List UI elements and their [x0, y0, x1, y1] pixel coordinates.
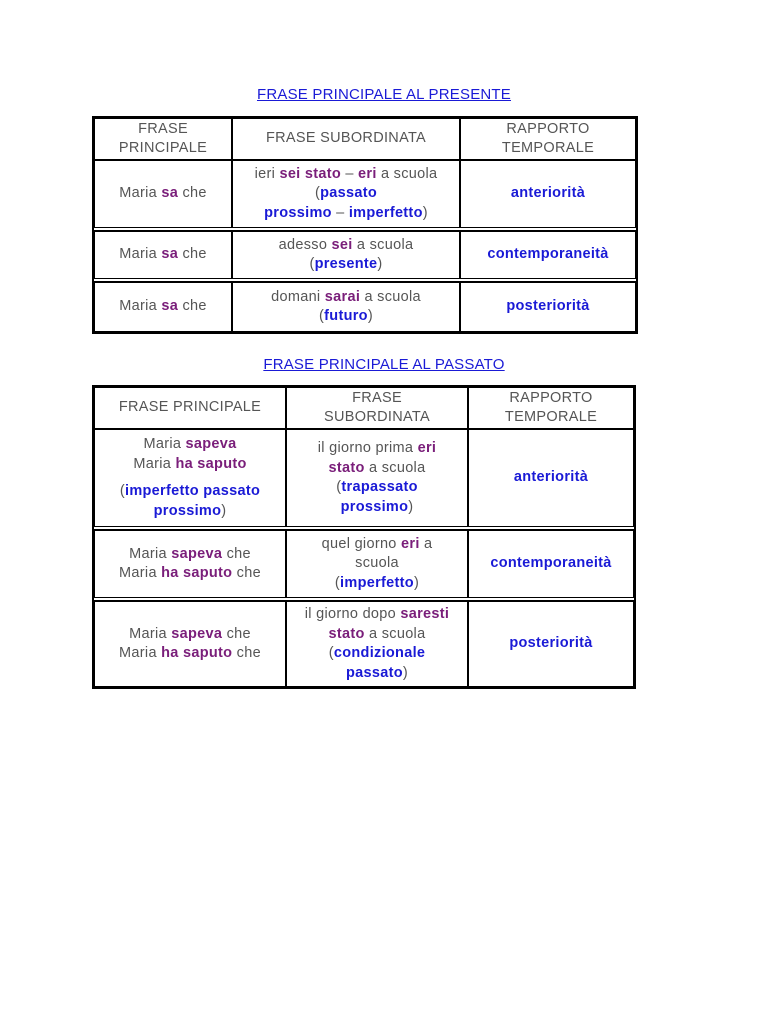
main-clause-cell	[94, 231, 232, 279]
tense-name: futuro	[324, 308, 368, 324]
plain-text: –	[331, 204, 349, 221]
subordinate-clause-cell	[286, 429, 468, 527]
plain-text: il giorno prima	[317, 440, 418, 456]
subordinate-line	[291, 625, 463, 645]
plain-text: )	[413, 574, 420, 591]
relation-text: anteriorità	[510, 185, 586, 202]
temporal-relation-cell	[460, 282, 636, 332]
plain-text: a scuola	[360, 288, 421, 305]
plain-text: –	[340, 165, 359, 182]
verb-text: sei	[331, 236, 353, 253]
plain-text: Maria	[129, 545, 172, 562]
header-text: SUBORDINATA	[324, 409, 430, 425]
plain-text: ieri	[254, 165, 280, 182]
tense-name: prossimo	[340, 498, 409, 515]
verb-text: saresti	[400, 606, 450, 622]
verb-text: sapeva	[171, 625, 223, 642]
verb-text: sa	[161, 298, 179, 315]
subordinate-line	[291, 478, 463, 498]
header-text: FRASE	[138, 120, 188, 137]
main-clause-cell	[94, 601, 286, 687]
verb-text: sa	[161, 246, 179, 263]
subordinate-line	[237, 165, 455, 185]
header-text: FRASE SUBORDINATA	[265, 130, 427, 147]
subordinate-line	[291, 459, 463, 479]
plain-text: che	[222, 545, 251, 562]
header-text: FRASE PRINCIPALE	[118, 399, 262, 416]
tense-name: imperfetto	[340, 574, 414, 591]
verb-text: sa	[161, 185, 179, 202]
tense-name: imperfetto passato	[125, 483, 261, 499]
main-clause-line	[99, 435, 281, 455]
plain-text: (	[314, 185, 321, 202]
table2-title: FRASE PRINCIPALE AL PASSATO	[263, 356, 505, 373]
subordinate-line	[291, 605, 463, 625]
plain-text: il giorno dopo	[304, 606, 401, 622]
plain-text: scuola	[355, 555, 399, 572]
header-row	[94, 118, 636, 160]
main-clause-cell	[94, 282, 232, 332]
plain-text: quel giorno	[321, 535, 402, 552]
table-present	[92, 116, 638, 334]
plain-text: Maria	[119, 246, 162, 263]
verb-text: sapeva	[171, 545, 223, 562]
tense-name: passato	[345, 664, 403, 681]
subordinate-clause-cell	[232, 160, 460, 228]
main-clause-line	[99, 502, 281, 522]
plain-text: a scuola	[352, 236, 414, 253]
subordinate-line	[291, 554, 463, 574]
main-clause-line	[99, 564, 281, 584]
plain-text: )	[377, 256, 383, 272]
verb-text: stato	[328, 625, 365, 642]
plain-text: (	[119, 483, 125, 499]
plain-text: Maria	[143, 436, 186, 452]
subordinate-line	[291, 535, 463, 555]
subordinate-clause-cell	[232, 231, 460, 279]
column-header	[232, 118, 460, 160]
header-text: RAPPORTO	[506, 120, 590, 137]
verb-text: sei stato	[279, 165, 341, 182]
header-text: TEMPORALE	[504, 409, 598, 425]
subordinate-line	[291, 439, 463, 459]
relation-text: anteriorità	[513, 469, 589, 486]
plain-text: Maria	[119, 298, 162, 315]
plain-text: (	[328, 645, 334, 661]
plain-text: (	[334, 574, 341, 591]
main-clause-cell	[94, 429, 286, 527]
plain-text: che	[178, 298, 207, 315]
plain-text: )	[402, 664, 409, 681]
table1-title: FRASE PRINCIPALE AL PRESENTE	[256, 86, 511, 103]
plain-text: che	[178, 246, 207, 263]
table-row	[94, 601, 634, 687]
temporal-relation-cell	[460, 231, 636, 279]
subordinate-line	[237, 255, 455, 275]
table-row	[94, 530, 634, 598]
verb-text: ha saputo	[161, 565, 233, 581]
verb-text: sarai	[324, 288, 361, 305]
main-clause-cell	[94, 530, 286, 598]
column-header	[94, 118, 232, 160]
column-header	[460, 118, 636, 160]
plain-text: Maria	[119, 645, 162, 661]
plain-text: a scuola	[376, 165, 438, 182]
verb-text: ha saputo	[175, 455, 247, 472]
plain-text: a scuola	[364, 625, 426, 642]
plain-text: che	[232, 565, 261, 581]
header-row	[94, 387, 634, 429]
relation-text: contemporaneità	[490, 555, 612, 572]
plain-text: (	[309, 256, 315, 272]
tense-name: presente	[314, 256, 378, 272]
subordinate-line	[237, 288, 455, 308]
relation-text: posteriorità	[506, 298, 590, 315]
tense-name: passato	[320, 185, 378, 202]
temporal-relation-cell	[468, 601, 634, 687]
column-header	[286, 387, 468, 429]
plain-text: Maria	[119, 565, 162, 581]
plain-text: (	[319, 308, 325, 324]
tense-name: imperfetto	[348, 204, 423, 221]
header-text: TEMPORALE	[501, 140, 595, 156]
main-clause-line	[99, 545, 281, 565]
subordinate-line	[291, 644, 463, 664]
table-row	[94, 429, 634, 527]
subordinate-line	[237, 307, 455, 327]
plain-text: )	[367, 308, 373, 324]
header-text: RAPPORTO	[509, 389, 593, 406]
table-row	[94, 160, 636, 228]
verb-text: ha saputo	[161, 645, 233, 661]
verb-text: sapeva	[185, 436, 237, 452]
temporal-relation-cell	[468, 530, 634, 598]
relation-text: posteriorità	[509, 635, 593, 652]
verb-text: eri	[401, 535, 420, 552]
plain-text: )	[221, 502, 227, 519]
main-clause-line	[99, 455, 281, 475]
subordinate-clause-cell	[232, 282, 460, 332]
subordinate-line	[237, 184, 455, 204]
main-clause-line	[99, 482, 281, 502]
plain-text: domani	[271, 288, 325, 305]
plain-text: a	[419, 535, 433, 552]
main-clause-cell	[94, 160, 232, 228]
temporal-relation-cell	[468, 429, 634, 527]
tense-name: prossimo	[264, 204, 332, 221]
tense-name: condizionale	[333, 645, 426, 661]
verb-text: stato	[328, 459, 365, 476]
subordinate-clause-cell	[286, 530, 468, 598]
plain-text: (	[336, 479, 342, 495]
plain-text: adesso	[278, 236, 332, 253]
column-header	[468, 387, 634, 429]
table-row	[94, 282, 636, 332]
main-clause-line	[99, 644, 281, 664]
subordinate-line	[291, 574, 463, 594]
subordinate-line	[291, 664, 463, 684]
main-clause-line	[99, 625, 281, 645]
subordinate-line	[237, 204, 455, 224]
subordinate-clause-cell	[286, 601, 468, 687]
plain-text: Maria	[133, 455, 176, 472]
column-header	[94, 387, 286, 429]
tense-name: trapassato	[341, 479, 418, 495]
plain-text: Maria	[119, 185, 162, 202]
verb-text: eri	[417, 440, 437, 456]
plain-text: )	[408, 498, 414, 515]
plain-text: )	[422, 204, 428, 221]
plain-text: a scuola	[364, 459, 426, 476]
subordinate-line	[291, 498, 463, 518]
subordinate-line	[237, 236, 455, 256]
plain-text: che	[222, 625, 251, 642]
table-past	[92, 385, 636, 689]
plain-text: che	[232, 645, 261, 661]
relation-text: contemporaneità	[487, 246, 609, 263]
plain-text: che	[178, 185, 207, 202]
temporal-relation-cell	[460, 160, 636, 228]
plain-text: Maria	[129, 625, 172, 642]
header-text: FRASE	[352, 389, 402, 406]
table-row	[94, 231, 636, 279]
verb-text: eri	[358, 165, 377, 182]
tense-name: prossimo	[153, 502, 222, 519]
header-text: PRINCIPALE	[118, 140, 208, 156]
